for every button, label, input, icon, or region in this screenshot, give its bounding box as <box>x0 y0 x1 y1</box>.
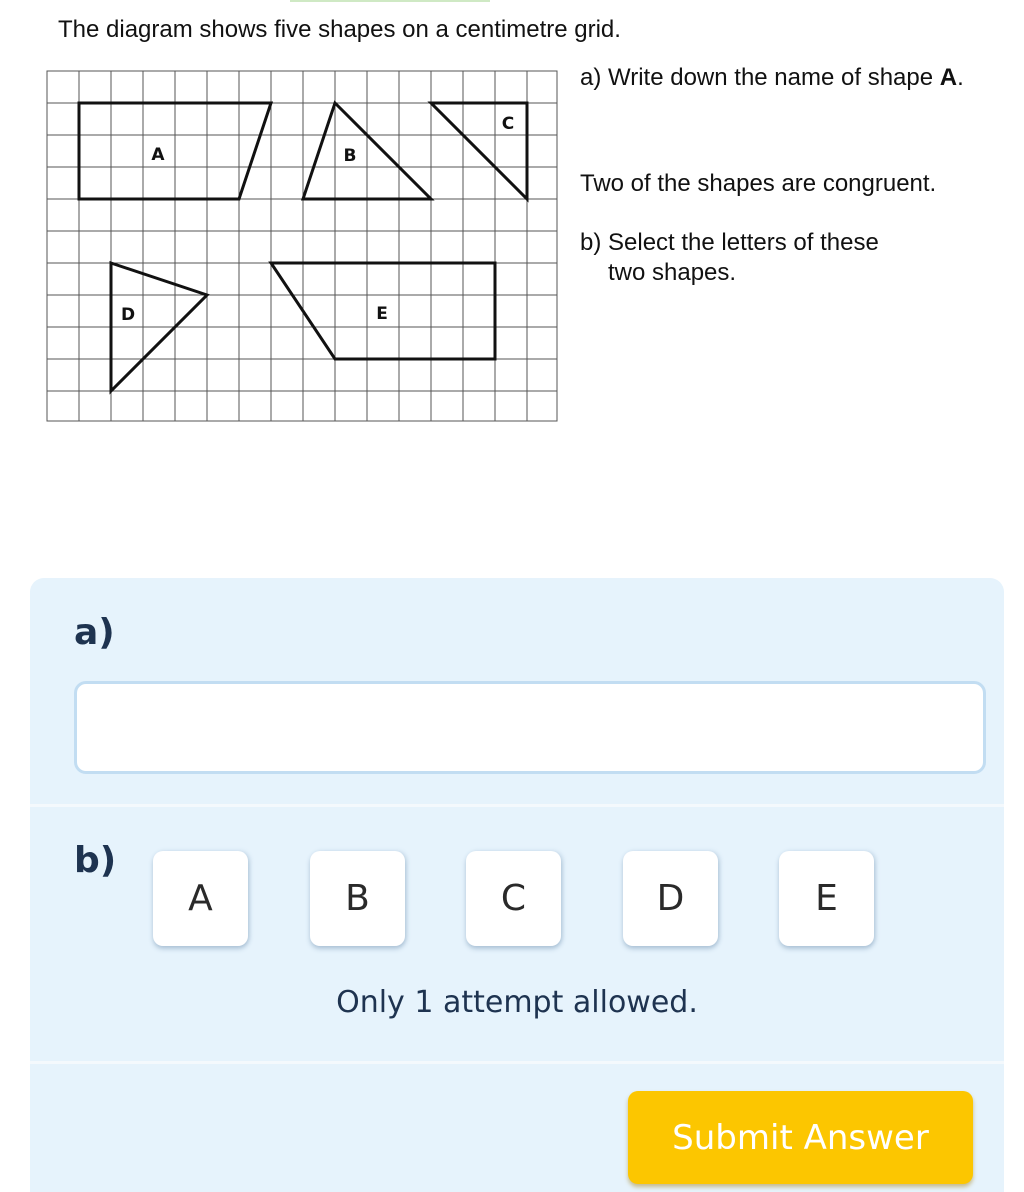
question-part-b <box>580 228 980 288</box>
choice-button-d[interactable]: D <box>623 851 718 946</box>
choice-button-c[interactable]: C <box>466 851 561 946</box>
choice-button-a[interactable]: A <box>153 851 248 946</box>
answer-part-b-label: b) <box>74 840 117 881</box>
question-part-b-line1: b) Select the letters of these <box>580 229 879 256</box>
top-accent-bar <box>290 0 490 2</box>
question-part-a-shape-letter: A <box>939 64 958 91</box>
shape-label-a: A <box>151 145 165 165</box>
attempt-note: Only 1 attempt allowed. <box>336 985 698 1020</box>
question-title: The diagram shows five shapes on a centimetre grid. <box>58 16 621 43</box>
question-part-b-line2: two shapes. <box>608 259 737 286</box>
question-part-a <box>580 63 964 93</box>
shape-label-c: C <box>501 114 515 134</box>
shapes-grid-diagram <box>46 70 558 422</box>
section-divider <box>30 804 1004 807</box>
shape-label-e: E <box>376 304 388 324</box>
question-part-a-prefix: a) Write down the name of shape <box>580 64 940 91</box>
shape-label-b: B <box>343 146 357 166</box>
choice-button-e[interactable]: E <box>779 851 874 946</box>
part-a-answer-input[interactable] <box>74 681 986 774</box>
congruent-statement: Two of the shapes are congruent. <box>580 170 937 197</box>
submit-answer-button[interactable]: Submit Answer <box>628 1091 973 1184</box>
choice-button-b[interactable]: B <box>310 851 405 946</box>
section-divider <box>30 1061 1004 1064</box>
question-part-a-suffix: . <box>957 64 964 91</box>
grid-lines <box>47 71 557 421</box>
shape-label-d: D <box>120 305 136 325</box>
answer-part-a-label: a) <box>74 612 115 653</box>
